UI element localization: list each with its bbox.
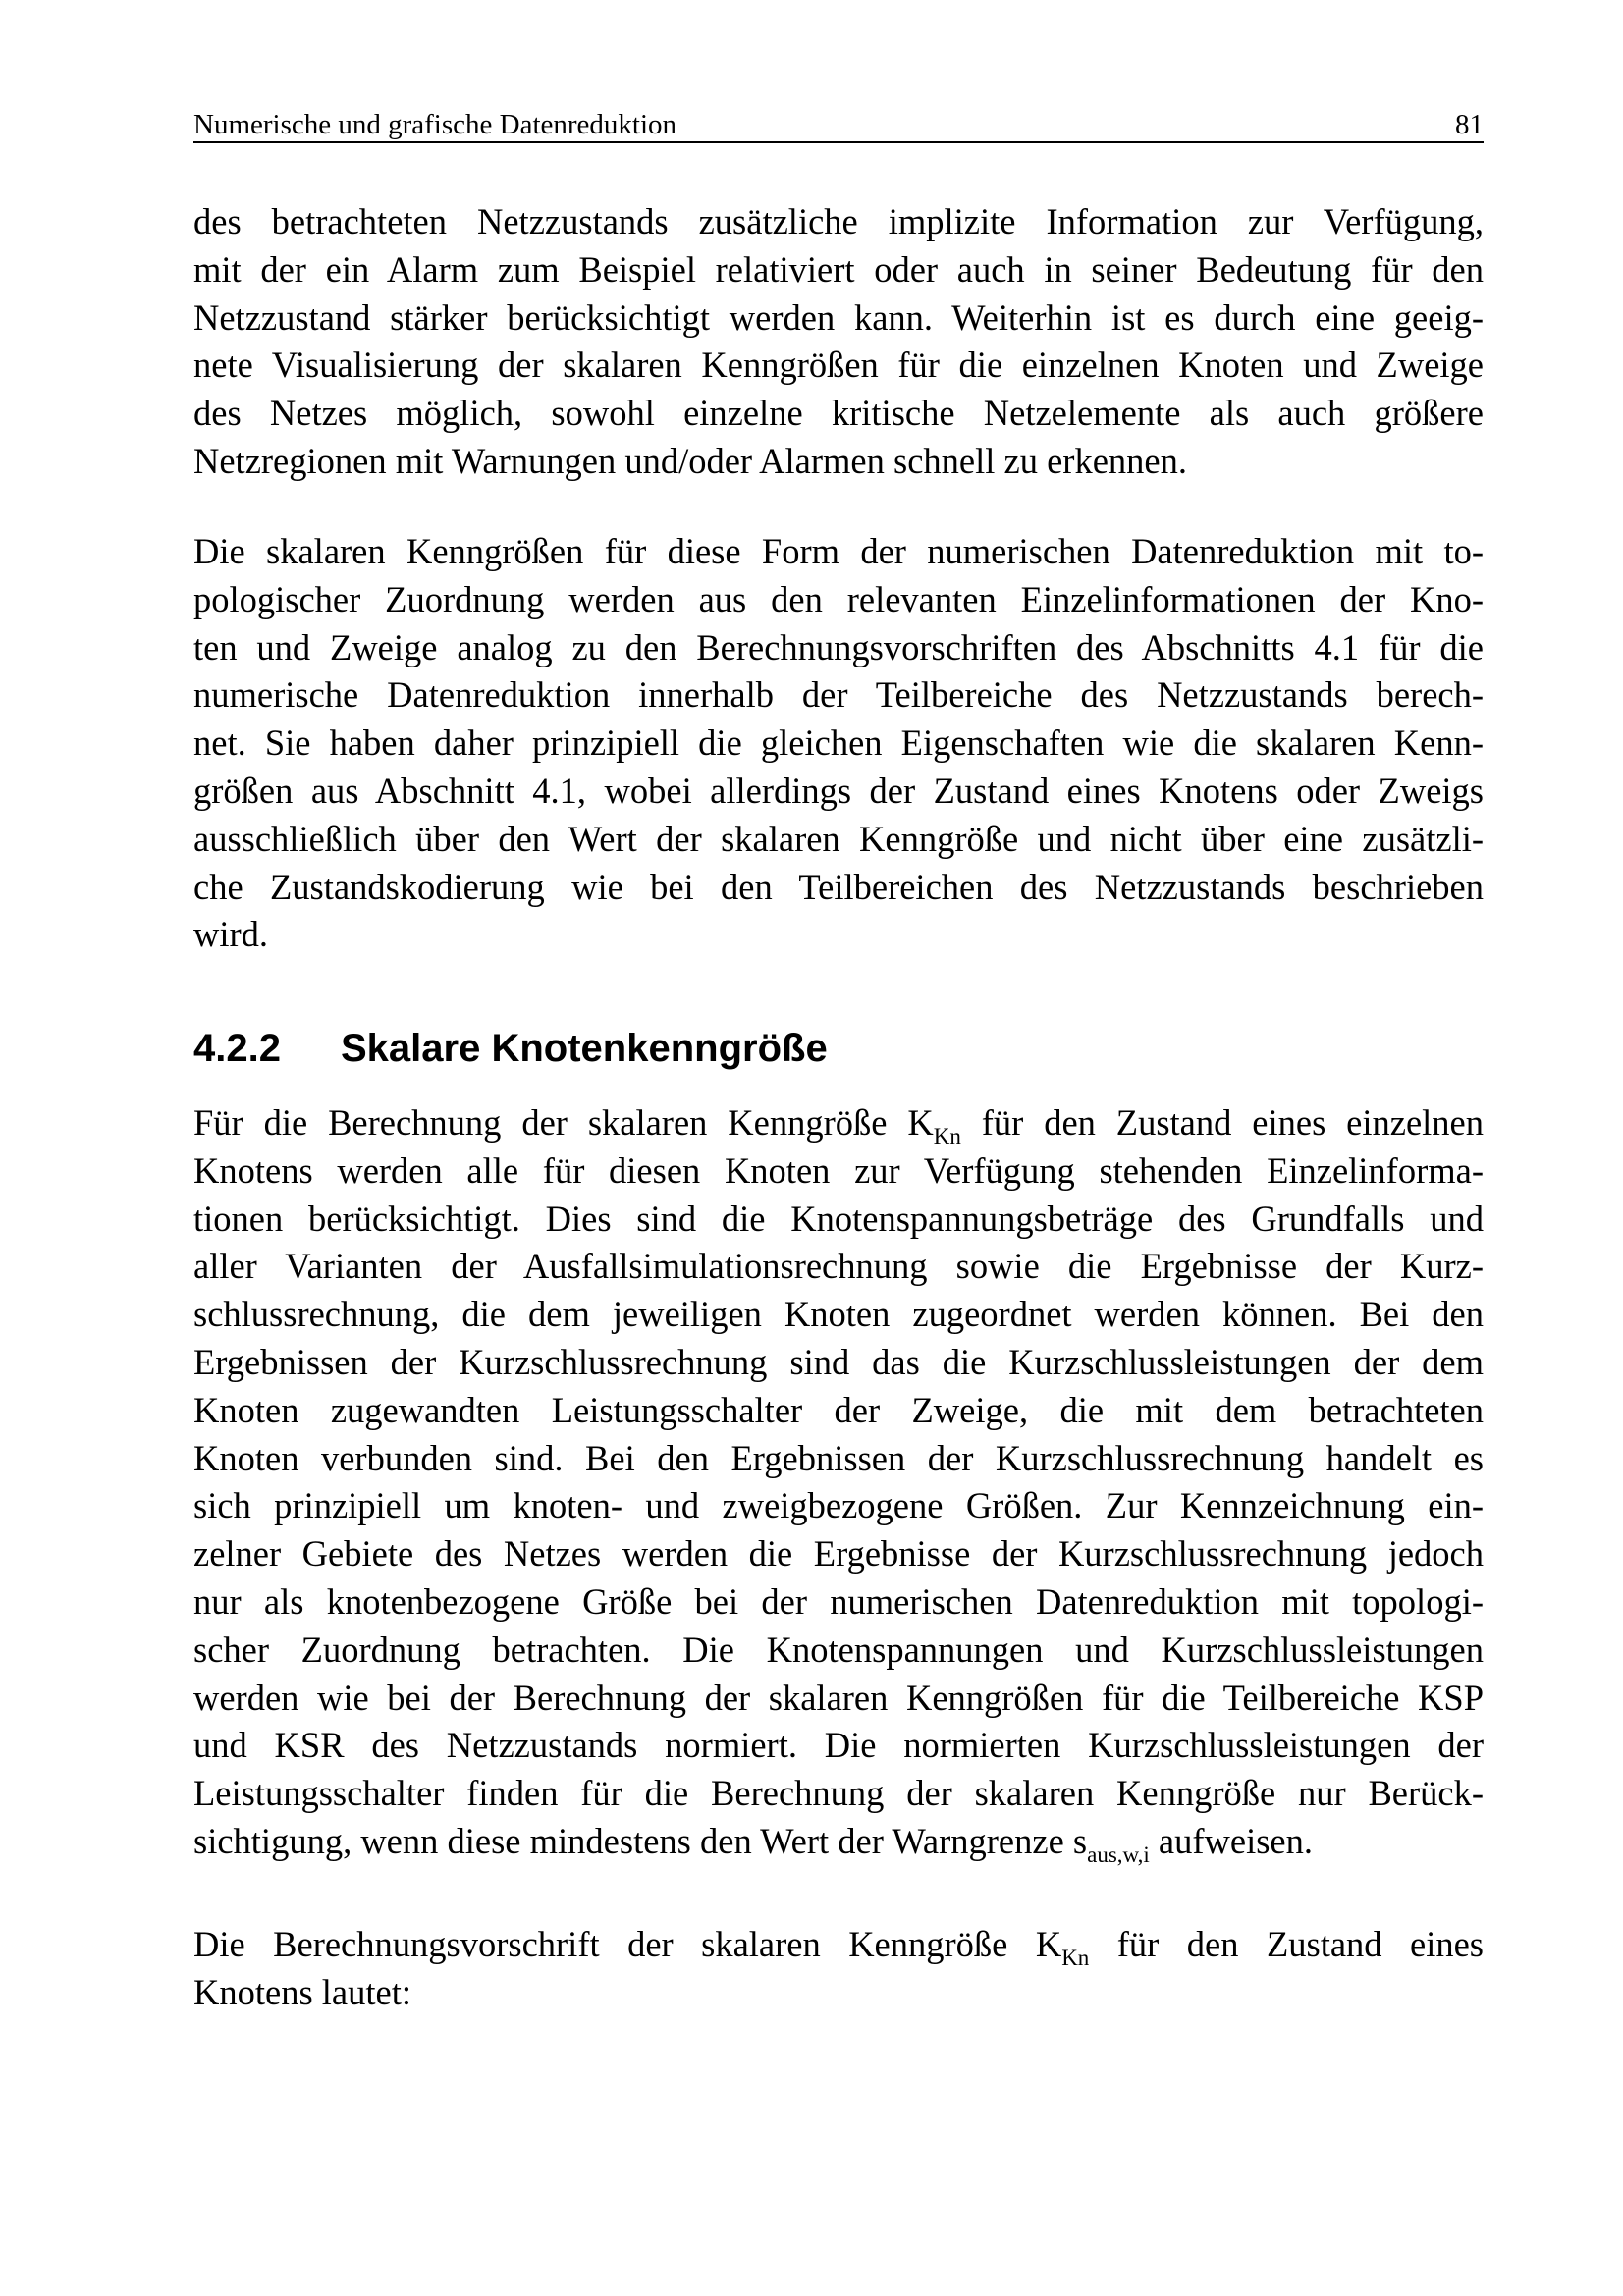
text-line: schlussrechnung, die dem jeweiligen Knoten zugeordnet werden können. Bei den [193,1294,1484,1335]
text-fragment: Die Berechnungsvorschrift der skalaren Kenngröße K [193,1924,1062,1964]
text-line: sich prinzipiell um knoten- und zweigbezogene Größen. Zur Kennzeichnung ein- [193,1485,1484,1526]
text-line: ten und Zweige analog zu den Berechnungsvorschriften des Abschnitts 4.1 für die [193,626,1484,667]
text-line: che Zustandskodierung wie bei den Teilbereichen des Netzzustands beschrieben [193,866,1484,907]
text-line: werden wie bei der Berechnung der skalaren Kenngrößen für die Teilbereiche KSP [193,1677,1484,1718]
text-line: und KSR des Netzzustands normiert. Die normierten Kurzschlussleistungen der [193,1725,1484,1766]
text-line: nur als knotenbezogene Größe bei der numerischen Datenreduktion mit topologi- [193,1580,1484,1622]
text-line: Ergebnissen der Kurzschlussrechnung sind das die Kurzschlussleistungen der dem [193,1341,1484,1382]
text-line: Netzzustand stärker berücksichtigt werden kann. Weiterhin ist es durch eine geeig- [193,296,1484,338]
text-line: Knoten verbunden sind. Bei den Ergebnissen der Kurzschlussrechnung handelt es [193,1437,1484,1478]
text-line: wird. [193,914,269,955]
text-line: net. Sie haben daher prinzipiell die gleichen Eigenschaften wie die skalaren Kenn- [193,722,1484,764]
text-line: ausschließlich über den Wert der skalaren Kenngröße und nicht über eine zusätzli- [193,818,1484,859]
text-line: des Netzes möglich, sowohl einzelne kritische Netzelemente als auch größere [193,393,1484,434]
text-fragment: sichtigung, wenn diese mindestens den Wert der Warngrenze s [193,1820,1088,1861]
text-line: des betrachteten Netzzustands zusätzliche implizite Information zur Verfügung, [193,201,1484,241]
text-line [193,1921,1484,1969]
text-fragment: für den Zustand eines [1089,1924,1484,1964]
text-line: Knoten zugewandten Leistungsschalter der Zweige, die mit dem betrachteten [193,1389,1484,1430]
running-header [193,106,1484,143]
paragraph-3 [193,1099,1484,1866]
text-line: Knotens lautet: [193,1971,411,2012]
text-line: Netzregionen mit Warnungen und/oder Alarmen schnell zu erkennen. [193,440,1187,481]
text-line: zelner Gebiete des Netzes werden die Ergebnisse der Kurzschlussrechnung jedoch [193,1533,1484,1575]
text-line: aller Varianten der Ausfallsimulationsrechnung sowie die Ergebnisse der Kurz- [193,1246,1484,1287]
text-line: Leistungsschalter finden für die Berechnung der skalaren Kenngröße nur Berück- [193,1773,1484,1814]
section-title: Skalare Knotenkenngröße [341,1027,828,1070]
text-line: Knotens werden alle für diesen Knoten zur Verfügung stehenden Einzelinforma- [193,1149,1484,1191]
paragraph-4 [193,1921,1484,2017]
subscript: aus,w,i [1087,1842,1150,1867]
section-number: 4.2.2 [193,1027,281,1070]
text-line: tionen berücksichtigt. Dies sind die Knotenspannungsbeträge des Grundfalls und [193,1198,1484,1239]
text-line: nete Visualisierung der skalaren Kenngrößen für die einzelnen Knoten und Zweige [193,345,1484,386]
subscript: Kn [933,1124,961,1148]
running-title: Numerische und grafische Datenreduktion [193,109,677,140]
text-line: größen aus Abschnitt 4.1, wobei allerdings der Zustand eines Knotens oder Zweigs [193,770,1484,811]
text-line: scher Zuordnung betrachten. Die Knotenspannungen und Kurzschlussleistungen [193,1629,1484,1670]
text-fragment: für den Zustand eines einzelnen [960,1102,1484,1143]
text-line [193,1099,1484,1148]
text-line [193,1818,1484,1866]
text-fragment: Für die Berechnung der skalaren Kenngröße K [193,1102,934,1143]
text-line: Die skalaren Kenngrößen für diese Form der numerischen Datenreduktion mit to- [193,531,1484,571]
subscript: Kn [1061,1946,1090,1970]
paragraph-2 [193,528,1484,959]
text-line: mit der ein Alarm zum Beispiel relativiert oder auch in seiner Bedeutung für den [193,248,1484,290]
paragraph-1 [193,198,1484,486]
section-heading [193,1025,1484,1072]
text-line: numerische Datenreduktion innerhalb der Teilbereiche des Netzzustands berech- [193,674,1484,716]
text-fragment: aufweisen. [1149,1820,1313,1861]
text-line: pologischer Zuordnung werden aus den relevanten Einzelinformationen der Kno- [193,578,1484,619]
page-number: 81 [1455,109,1484,140]
